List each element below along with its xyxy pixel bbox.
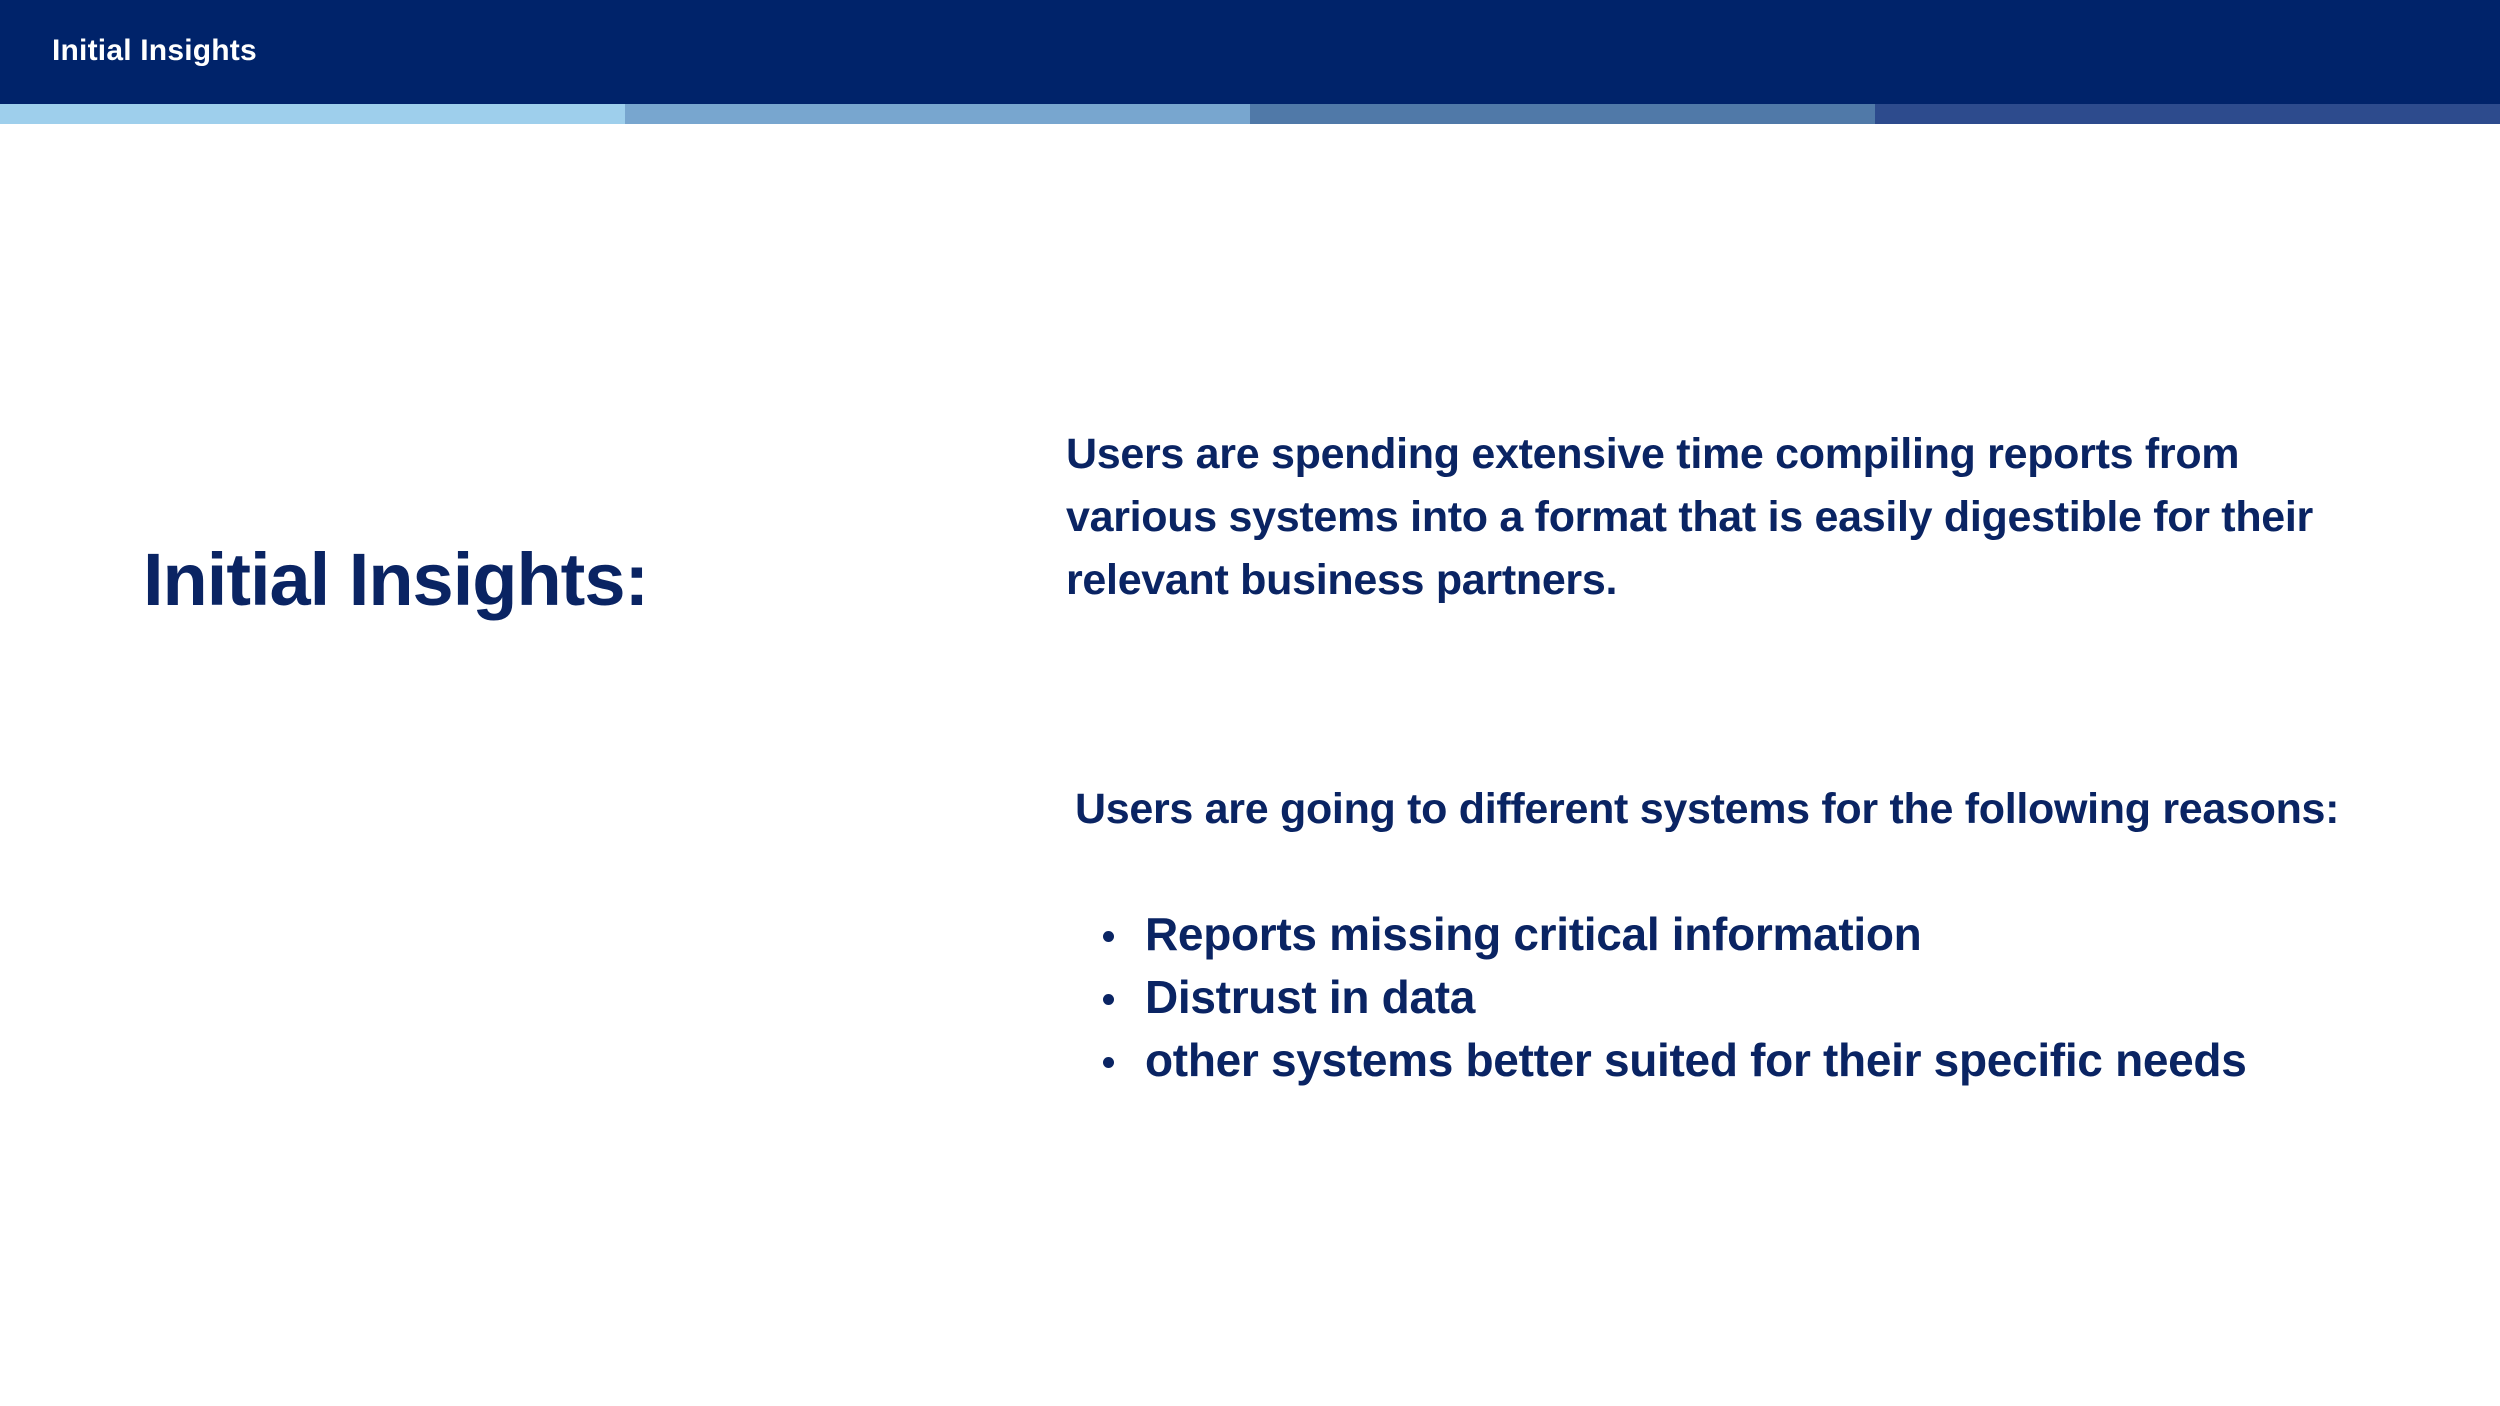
reasons-list (1100, 903, 2247, 1092)
accent-stripe-light (0, 104, 625, 124)
bullet-icon (1103, 931, 1114, 942)
reason-item (1100, 1029, 2247, 1092)
reason-text: Distrust in data (1145, 971, 1476, 1023)
reason-item (1100, 966, 2247, 1029)
accent-stripe-dark (1875, 104, 2500, 124)
reasons-intro: Users are going to different systems for the following reasons: (1075, 785, 2340, 833)
reason-text: other systems better suited for their specific needs (1145, 1034, 2247, 1086)
slide-heading: Initial Insights: (143, 538, 649, 621)
reason-text: Reports missing critical information (1145, 908, 1922, 960)
insight-paragraph: Users are spending extensive time compiling reports from various systems into a format that is easily digestible for their relevant business partners. (1066, 430, 2313, 604)
accent-stripe-medium-dark (1250, 104, 1875, 124)
accent-stripe-medium-light (625, 104, 1250, 124)
header-bar (0, 0, 2500, 104)
bullet-icon (1103, 994, 1114, 1005)
header-title: Initial Insights (52, 34, 257, 67)
reason-item (1100, 903, 2247, 966)
bullet-icon (1103, 1057, 1114, 1068)
